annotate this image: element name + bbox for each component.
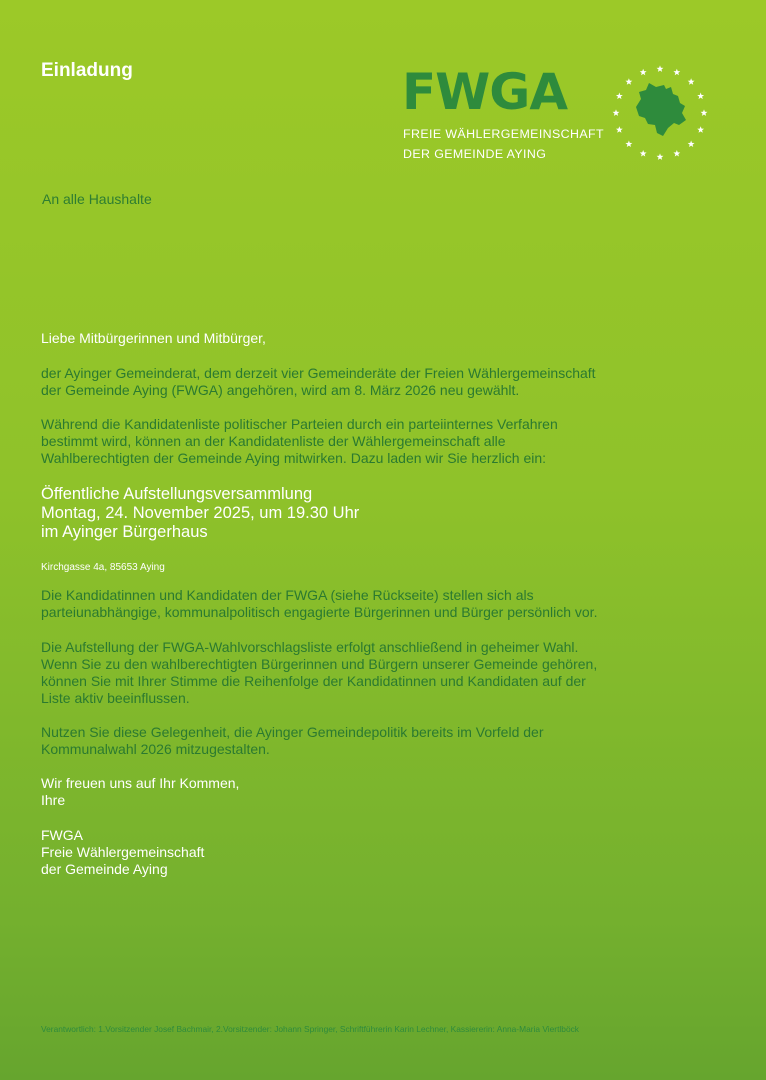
paragraph-line: Wahlberechtigten der Gemeinde Aying mitwirken. Dazu laden wir Sie herzlich ein: [41, 450, 547, 466]
star-icon [625, 141, 632, 148]
star-icon [673, 69, 680, 76]
logo-subtitle-line2: DER GEMEINDE AYING [403, 147, 547, 161]
paragraph-line: Die Kandidatinnen und Kandidaten der FWGA (siehe Rückseite) stellen sich als [41, 587, 534, 603]
star-icon [613, 109, 620, 116]
paragraph-line: Kommunalwahl 2026 mitzugestalten. [41, 741, 270, 757]
paragraph-line: Die Aufstellung der FWGA-Wahlvorschlagsliste erfolgt anschließend in geheimer Wahl. [41, 639, 579, 655]
paragraph-secret-ballot [41, 639, 731, 707]
logo-wordmark: FWGA [402, 63, 568, 121]
greeting: Liebe Mitbürgerinnen und Mitbürger, [41, 330, 266, 346]
star-icon [616, 93, 623, 100]
star-icon [616, 126, 623, 133]
star-icon [697, 126, 704, 133]
fwga-logo-emblem-icon [610, 63, 710, 163]
closing-line: Wir freuen uns auf Ihr Kommen, [41, 775, 240, 791]
event-address: Kirchgasse 4a, 85653 Aying [41, 562, 165, 573]
star-icon [697, 93, 704, 100]
footer-responsible: Verantwortlich: 1.Vorsitzender Josef Bachmair, 2.Vorsitzender: Johann Springer, Schriftführerin Karin Lechner, Kassiererin: Anna-Maria Viertlböck [41, 1024, 579, 1034]
star-icon [673, 150, 680, 157]
signature-line: der Gemeinde Aying [41, 861, 168, 877]
paragraph-line: parteiunabhängige, kommunalpolitisch engagierte Bürgerinnen und Bürger persönlich vor. [41, 604, 598, 620]
paragraph-opportunity [41, 724, 731, 758]
star-icon [701, 109, 708, 116]
event-block [41, 485, 359, 542]
star-icon [625, 78, 632, 85]
signature [41, 827, 731, 878]
paragraph-line: der Ayinger Gemeinderat, dem derzeit vier Gemeinderäte der Freien Wählergemeinschaft [41, 365, 596, 381]
paragraph-line: der Gemeinde Aying (FWGA) angehören, wird am 8. März 2026 neu gewählt. [41, 382, 520, 398]
closing [41, 775, 731, 809]
paragraph-candidates-present [41, 587, 731, 621]
star-icon [688, 78, 695, 85]
recipient-line: An alle Haushalte [42, 191, 152, 207]
paragraph-line: Während die Kandidatenliste politischer Parteien durch ein parteiinternes Verfahren [41, 416, 558, 432]
star-icon [688, 141, 695, 148]
paragraph-line: Wenn Sie zu den wahlberechtigten Bürgerinnen und Bürgern unserer Gemeinde gehören, [41, 656, 598, 672]
paragraph-line: bestimmt wird, können an der Kandidatenliste der Wählergemeinschaft alle [41, 433, 506, 449]
signature-line: Freie Wählergemeinschaft [41, 844, 205, 860]
paragraph-line: Nutzen Sie diese Gelegenheit, die Ayinger Gemeindepolitik bereits im Vorfeld der [41, 724, 544, 740]
star-icon [640, 150, 647, 157]
event-date: Montag, 24. November 2025, um 19.30 Uhr [41, 504, 360, 522]
logo-subtitle-line1: FREIE WÄHLERGEMEINSCHAFT [403, 127, 604, 141]
paragraph-election-intro [41, 365, 731, 399]
paragraph-candidate-list [41, 416, 731, 467]
page-title: Einladung [41, 60, 133, 81]
closing-line: Ihre [41, 792, 66, 808]
signature-line: FWGA [41, 827, 83, 843]
event-name: Öffentliche Aufstellungsversammlung [41, 485, 313, 503]
paragraph-line: können Sie mit Ihrer Stimme die Reihenfolge der Kandidatinnen und Kandidaten auf der [41, 673, 586, 689]
star-icon [657, 65, 664, 72]
municipality-map-icon [636, 83, 686, 136]
paragraph-line: Liste aktiv beeinflussen. [41, 690, 190, 706]
star-icon [640, 69, 647, 76]
event-venue: im Ayinger Bürgerhaus [41, 523, 208, 541]
fwga-logo [402, 62, 712, 166]
star-icon [657, 153, 664, 160]
